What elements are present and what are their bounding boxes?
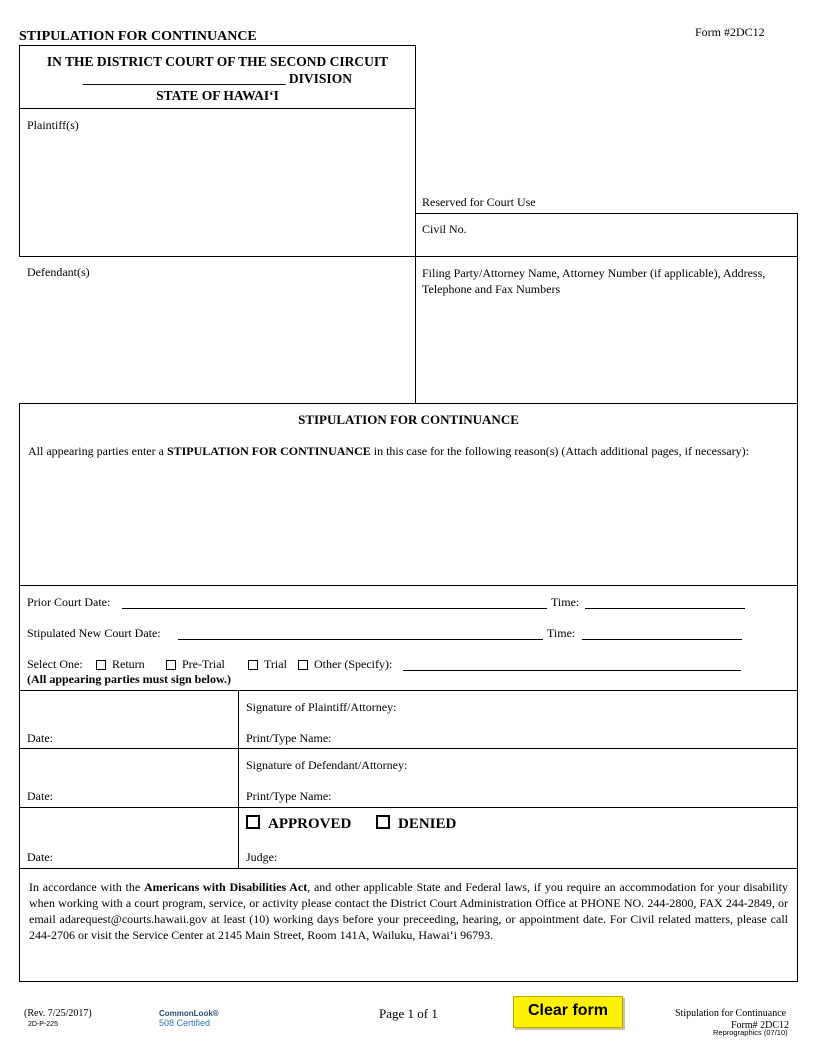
court-name: IN THE DISTRICT COURT OF THE SECOND CIRCUIT	[46, 54, 389, 69]
option-trial[interactable]: Trial	[248, 657, 287, 672]
option-other[interactable]: Other (Specify):	[298, 657, 392, 672]
pretrial-checkbox[interactable]	[166, 660, 176, 670]
defendants-label: Defendant(s)	[27, 265, 90, 279]
stipulation-box	[19, 403, 798, 586]
sig-plaintiff-label: Signature of Plaintiff/Attorney:	[246, 700, 397, 714]
form-title: STIPULATION FOR CONTINUANCE	[19, 29, 257, 44]
reprographics-label: Reprographics (07/10)	[713, 1028, 788, 1037]
court-state: STATE OF HAWAI‘I	[156, 88, 279, 103]
prior-court-date-label: Prior Court Date:	[27, 595, 111, 609]
print-name-label-2: Print/Type Name:	[246, 789, 332, 803]
print-name-label-1: Print/Type Name:	[246, 731, 332, 745]
new-time-label: Time:	[547, 626, 576, 640]
plaintiffs-label: Plaintiff(s)	[27, 118, 79, 132]
court-division: ______________________________ DIVISION	[83, 71, 352, 86]
date-label-3: Date:	[27, 850, 53, 864]
rev-date: (Rev. 7/25/2017)	[24, 1008, 92, 1019]
judge-label: Judge:	[246, 850, 278, 864]
trial-checkbox[interactable]	[248, 660, 258, 670]
option-return[interactable]: Return	[96, 657, 145, 672]
signature-table	[19, 690, 798, 869]
sig-defendant-label: Signature of Defendant/Attorney:	[246, 758, 408, 772]
footer-title: Stipulation for Continuance	[675, 1008, 787, 1019]
option-pretrial[interactable]: Pre-Trial	[166, 657, 225, 672]
form-number: Form #2DC12	[695, 25, 765, 39]
prior-court-date-field[interactable]	[122, 596, 547, 609]
court-caption-box	[19, 45, 416, 109]
return-checkbox[interactable]	[96, 660, 106, 670]
must-sign-note: (All appearing parties must sign below.)	[27, 672, 232, 686]
approved-option[interactable]: APPROVED	[246, 815, 351, 833]
civil-no-label: Civil No.	[422, 222, 467, 236]
ada-notice-box	[19, 868, 798, 982]
footer-form-no: Form# 2DC12	[731, 1020, 790, 1031]
other-specify-field[interactable]	[403, 658, 741, 671]
denied-checkbox[interactable]	[376, 815, 390, 829]
prior-time-field[interactable]	[585, 596, 745, 609]
left-border	[19, 108, 20, 257]
filing-party-label: Filing Party/Attorney Name, Attorney Number (if applicable), Address, Telephone and Fax Numbers	[422, 266, 766, 296]
stipulation-heading: STIPULATION FOR CONTINUANCE	[298, 412, 519, 427]
other-checkbox[interactable]	[298, 660, 308, 670]
date-label-1: Date:	[27, 731, 53, 745]
select-one-label: Select One:	[27, 657, 83, 671]
new-time-field[interactable]	[582, 627, 742, 640]
stipulation-text: All appearing parties enter a STIPULATION FOR CONTINUANCE in this case for the following reason(s) (Attach additional pages, if necessary):	[28, 444, 749, 458]
reserved-label: Reserved for Court Use	[422, 195, 536, 209]
certified-label: 508 Certified	[159, 1018, 211, 1028]
approved-checkbox[interactable]	[246, 815, 260, 829]
date-label-2: Date:	[27, 789, 53, 803]
reason-field[interactable]	[28, 484, 788, 579]
clear-form-button[interactable]: Clear form	[513, 996, 623, 1028]
denied-option[interactable]: DENIED	[376, 815, 456, 833]
page-number: Page 1 of 1	[379, 1006, 438, 1021]
commonlook-logo: CommonLook®	[159, 1009, 219, 1018]
new-court-date-field[interactable]	[178, 627, 543, 640]
ada-notice: In accordance with the Americans with Disabilities Act, and other applicable State and Federal laws, if you require an accommodation for your disability when working with a court program, service, or activity please contact the District Court Administration Office at PHONE NO. 244-2800, FAX 244-2849, or email adarequest@courts.hawaii.gov at least (10) working days before your preceeding, hearing, or appointment date. For Civil related matters, please call 244-2706 or visit the Service Center at 2145 Main Street, Room 141A, Wailuku, Hawai‘i 96793.	[29, 880, 788, 942]
prior-time-label: Time:	[551, 595, 580, 609]
form-code: 2D-P-225	[28, 1021, 58, 1028]
new-court-date-label: Stipulated New Court Date:	[27, 626, 161, 640]
